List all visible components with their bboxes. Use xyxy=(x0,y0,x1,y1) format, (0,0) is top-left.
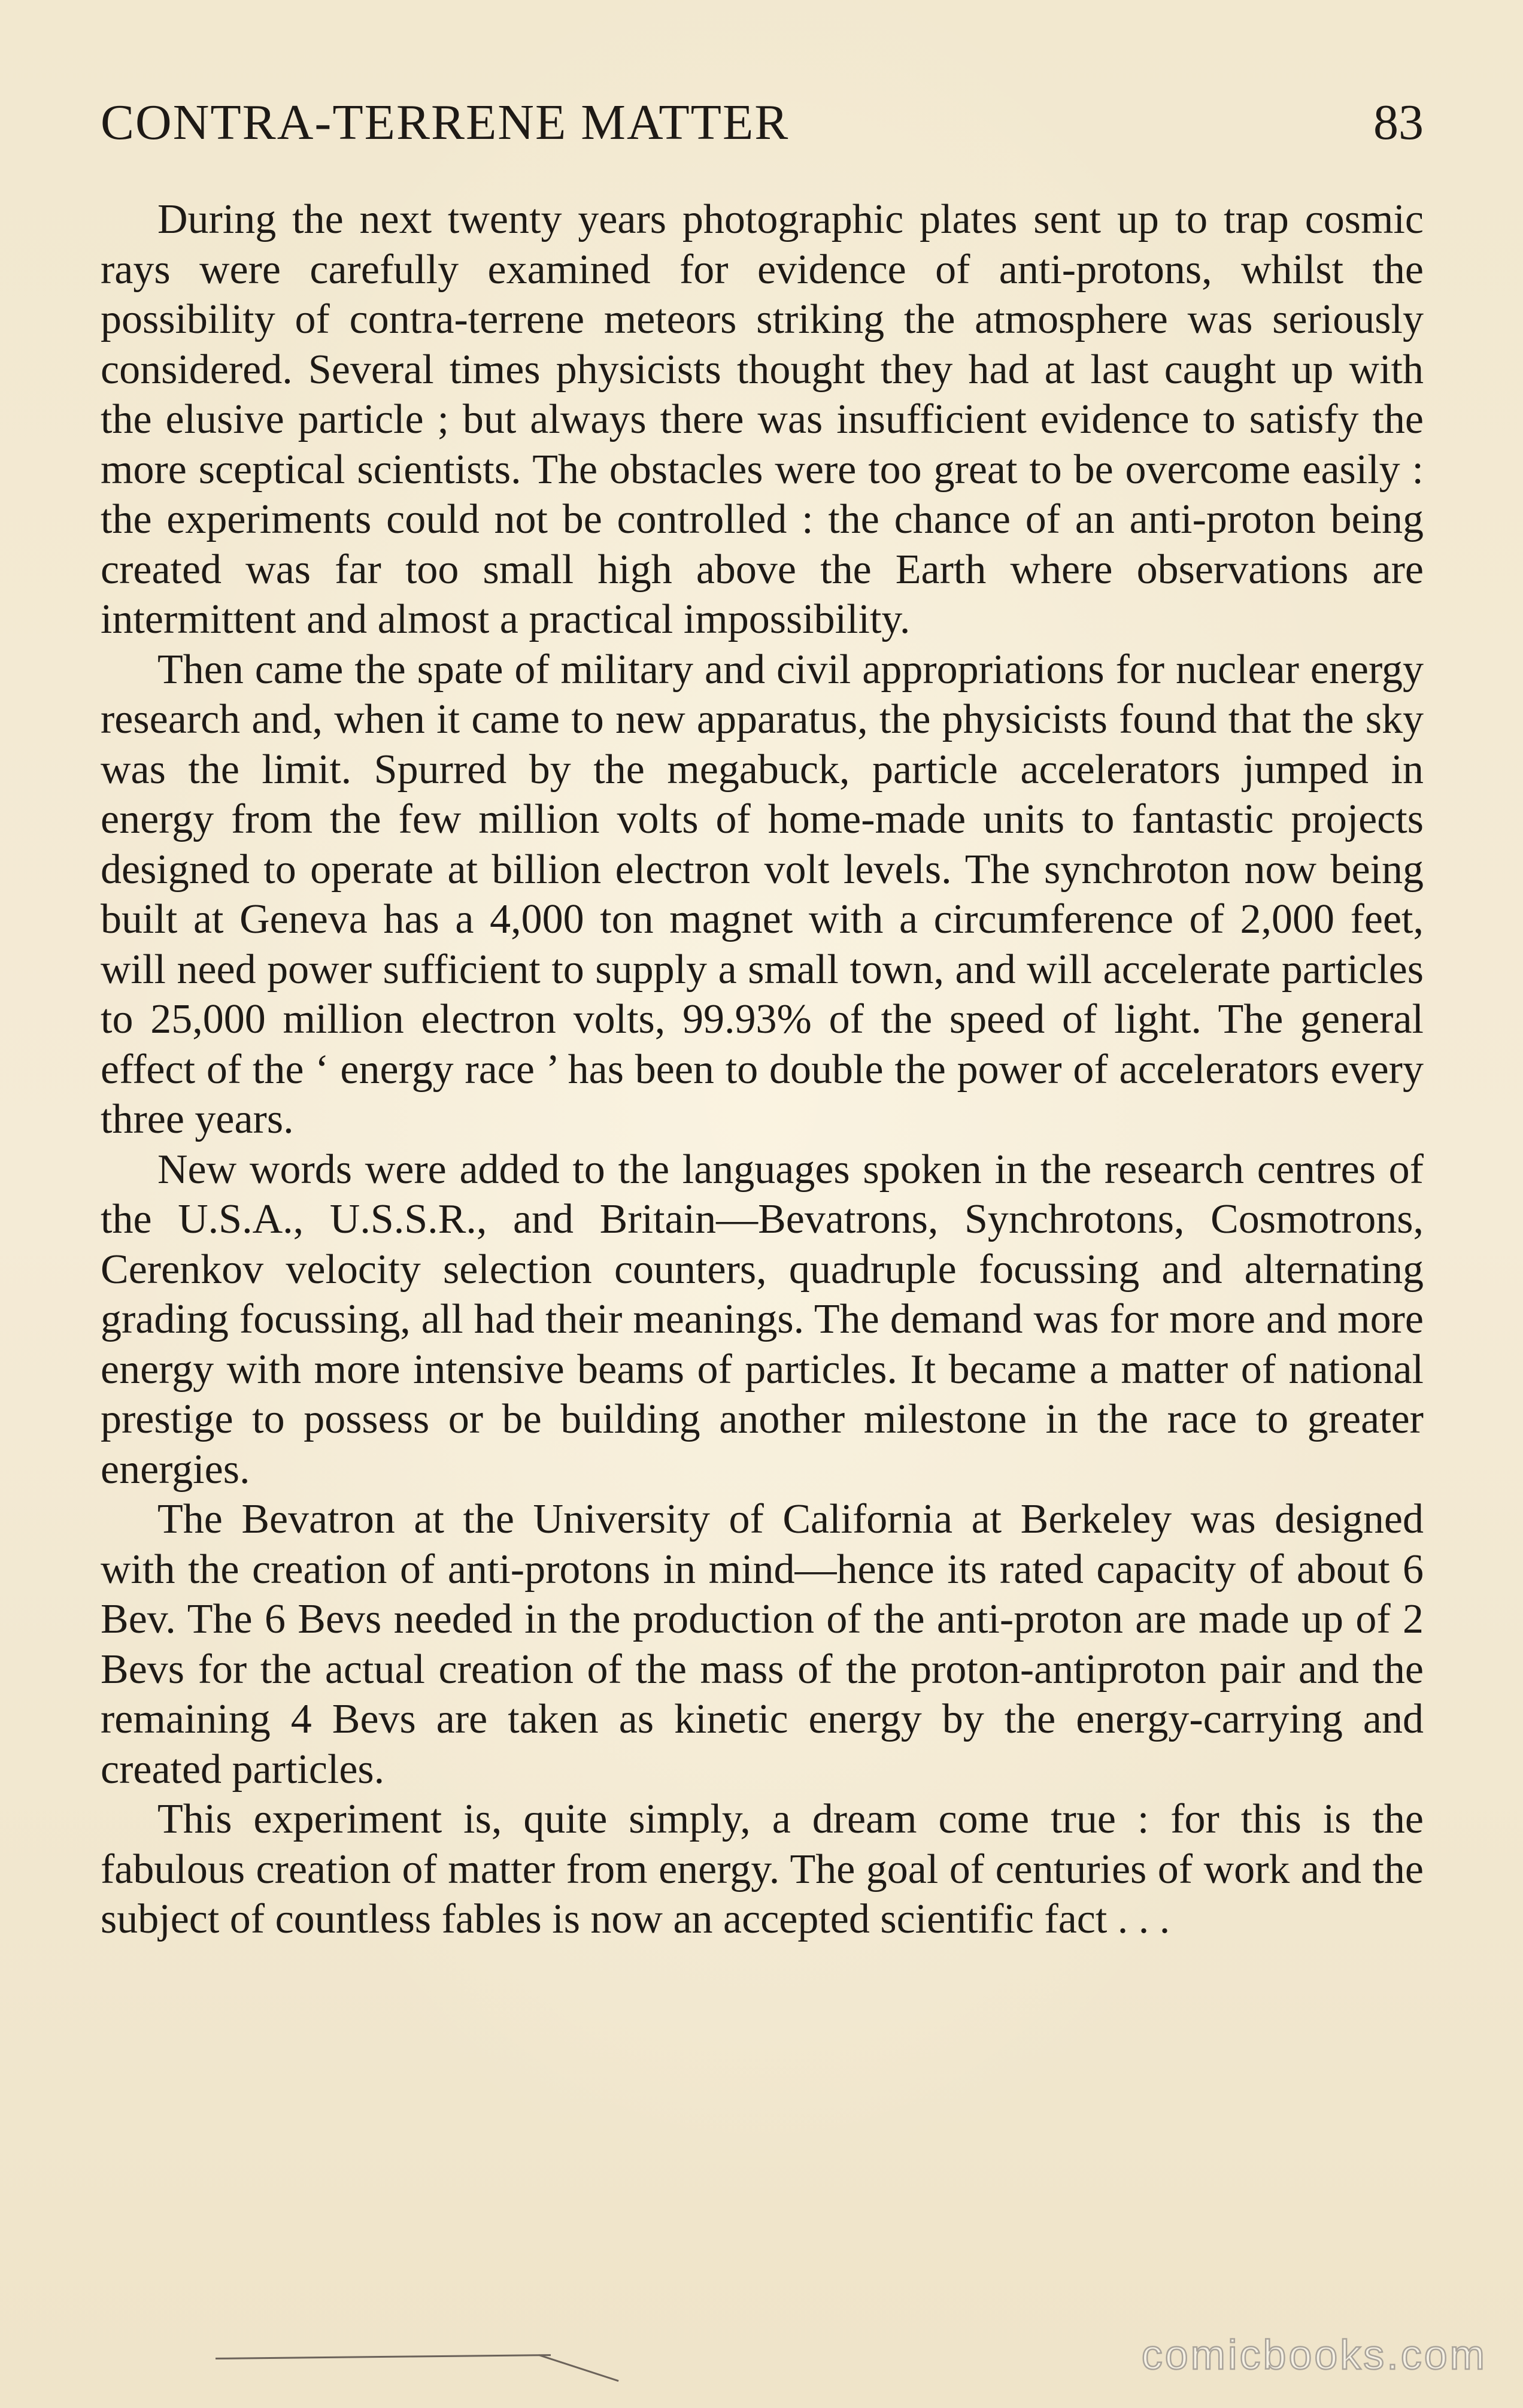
paragraph-cosmic-rays: During the next twenty years photographic plates sent up to trap cosmic rays were carefully examined for evidence of anti-protons, whilst the possibility of contra-terrene meteors striking the atmosphere was seriously considered. Several times physicists thought they had at last caught up with the elusive particle ; but always there was insufficient evidence to satisfy the more sceptical scientists. The obstacles were too great to be overcome easily : the experiments could not be controlled : the chance of an anti-proton being created was far too small high above the Earth where observations are intermittent and almost a practical impossibility. xyxy=(101,196,1424,642)
running-title: CONTRA-TERRENE MATTER xyxy=(101,95,790,150)
body-text xyxy=(101,195,1424,1945)
paragraph-accelerators: Then came the spate of military and civil appropriations for nuclear energy research and, when it came to new apparatus, the physicists found that the sky was the limit. Spurred by the megabuck, particle accelerators jumped in energy from the few million volts of home-made units to fantastic projects designed to operate at billion electron volt levels. The synchroton now being built at Geneva has a 4,000 ton magnet with a circumference of 2,000 feet, will need power sufficient to supply a small town, and will accelerate particles to 25,000 million electron volts, 99.93% of the speed of light. The general effect of the ‘ energy race ’ has been to double the power of accelerators every three years. xyxy=(101,646,1424,1142)
running-head xyxy=(101,90,1424,156)
watermark: comicbooks.com xyxy=(1141,2331,1487,2378)
paragraph-bevatron: The Bevatron at the University of California at Berkeley was designed with the creation of anti-protons in mind—hence its rated capacity of about 6 Bev. The 6 Bevs needed in the production of the anti-proton are made up of 2 Bevs for the actual creation of the mass of the proton-antiproton pair and the remaining 4 Bevs are taken as kinetic energy by the energy-carrying and created particles. xyxy=(101,1496,1424,1793)
page-number: 83 xyxy=(1373,95,1424,150)
paragraph-new-words: New words were added to the languages spoken in the research centres of the U.S.A., U.S.S.R., and Britain—Bevatrons, Synchrotons, Cosmotrons, Cerenkov velocity selection counters, quadruple focussing and alternating grading focussing, all had their meanings. The demand was for more and more energy with more intensive beams of particles. It became a matter of national prestige to possess or be building another milestone in the race to greater energies. xyxy=(101,1146,1424,1493)
footer-rule-tail xyxy=(539,2354,619,2382)
footer-rule xyxy=(216,2354,551,2360)
paragraph-dream: This experiment is, quite simply, a dream come true : for this is the fabulous creation of matter from energy. The goal of centuries of work and the subject of countless fables is now an accepted scientific fact . . . xyxy=(101,1796,1424,1942)
